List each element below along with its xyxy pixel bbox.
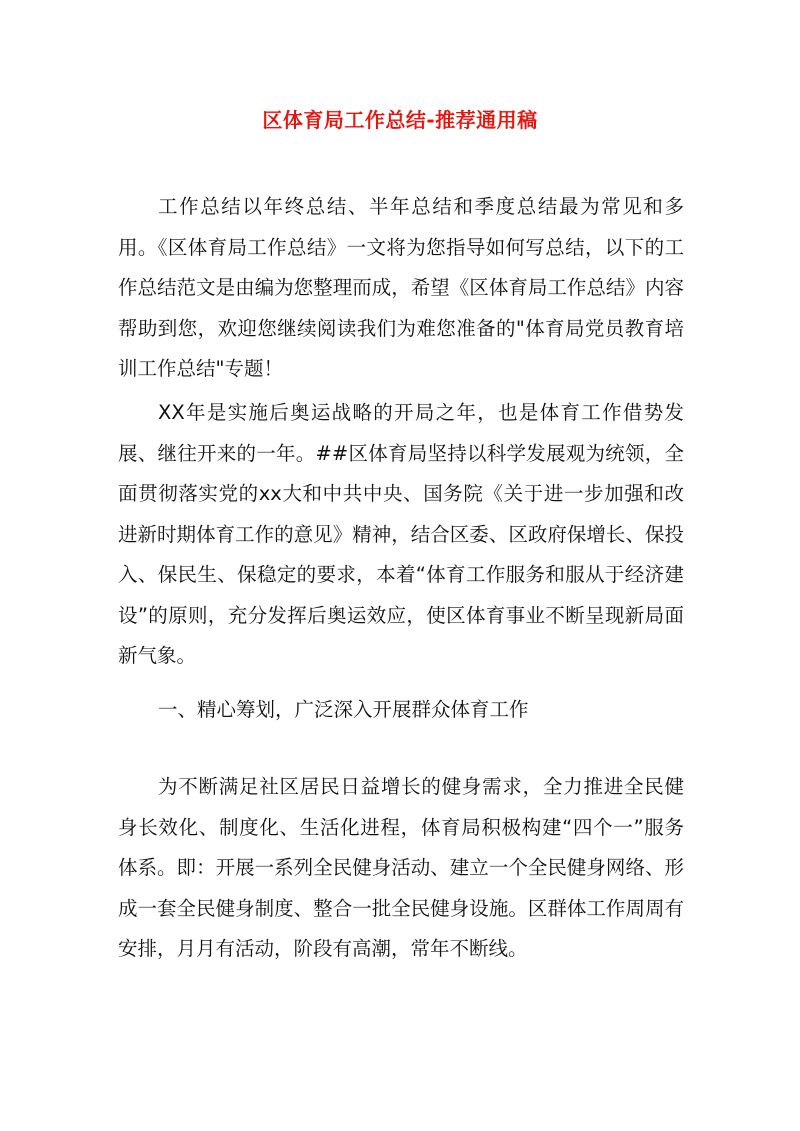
overview-paragraph: XX年是实施后奥运战略的开局之年，也是体育工作借势发展、继往开来的一年。##区体育局坚持以科学发展观为统领，全面贯彻落实党的xx大和中共中央、国务院《关于进一步加强和改进新时期体育工作的意见》精神，结合区委、区政府保增长、保投入、保民生、保稳定的要求，本着“体育工作服务和服从于经济建设”的原则，充分发挥后奥运效应，使区体育事业不断呈现新局面新气象。: [118, 401, 684, 667]
section-paragraph: 为不断满足社区居民日益增长的健身需求，全力推进全民健身长效化、制度化、生活化进程，体育局积极构建“四个一”服务体系。即：开展一系列全民健身活动、建立一个全民健身网络、形成一套全民健身制度、整合一批全民健身设施。区群体工作周周有安排，月月有活动，阶段有高潮，常年不断线。: [118, 775, 684, 960]
section-heading: 一、精心筹划，广泛深入开展群众体育工作: [158, 698, 529, 721]
intro-paragraph: 工作总结以年终总结、半年总结和季度总结最为常见和多用。《区体育局工作总结》一文将为您指导如何写总结，以下的工作总结范文是由编为您整理而成，希望《区体育局工作总结》内容帮助到您，欢迎您继续阅读我们为难您准备的"体育局党员教育培训工作总结"专题！: [118, 195, 684, 380]
document-title: 区体育局工作总结-推荐通用稿: [262, 108, 538, 132]
